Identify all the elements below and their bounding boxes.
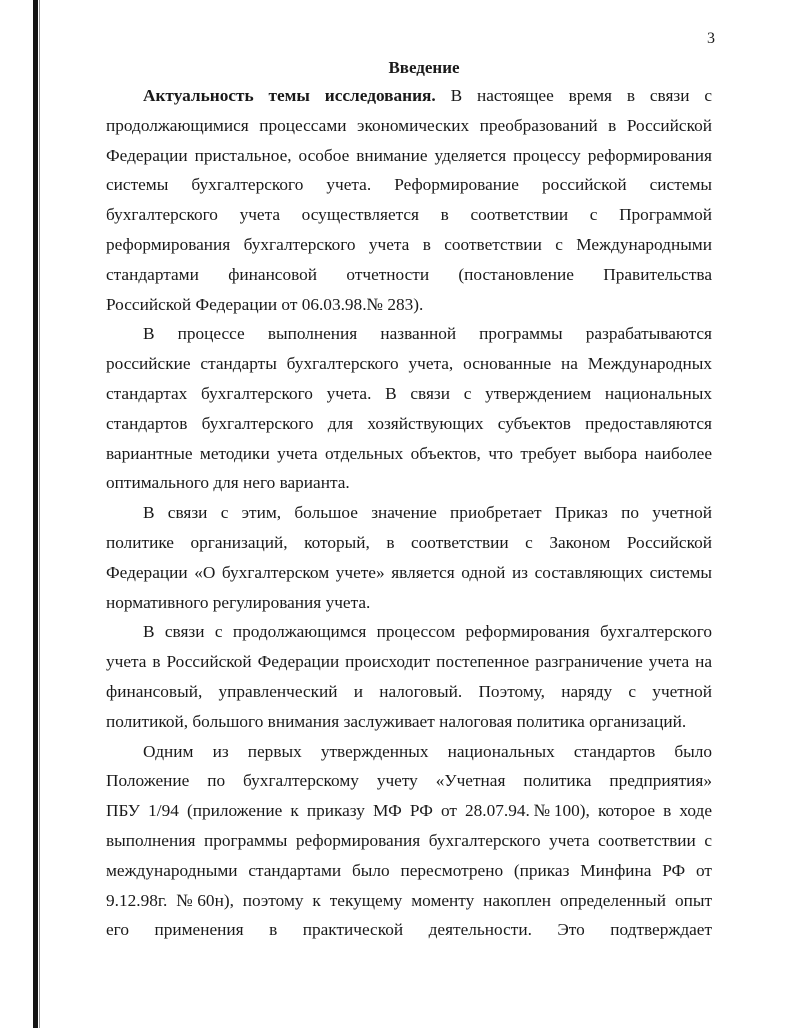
paragraph-accounting-policy: [106, 498, 712, 617]
text-line: Российской Федерации от 06.03.98.№ 283).: [106, 294, 424, 314]
scan-binding-edge-shadow: [39, 0, 40, 1028]
relevance-heading: Актуальность темы исследования.: [143, 86, 436, 105]
text-line: системы бухгалтерского учета. Реформирование российской системы: [106, 175, 712, 195]
text-line: бухгалтерского учета осуществляется в соответствии с Программой: [106, 205, 712, 225]
text-line: В процессе выполнения названной программы разрабатываются: [143, 324, 712, 344]
text-line: стандартов бухгалтерского для хозяйствующих субъектов предоставляются: [106, 413, 712, 433]
text-line: его применения в практической деятельности. Это подтверждает: [106, 920, 712, 940]
text-line: оптимального для него варианта.: [106, 473, 350, 493]
text-line: В связи с продолжающимся процессом реформирования бухгалтерского: [143, 622, 712, 642]
text-line: В связи с этим, большое значение приобретает Приказ по учетной: [143, 503, 712, 523]
text-line: Федерации «О бухгалтерском учете» является одной из составляющих системы: [106, 562, 712, 582]
paragraph-relevance: [106, 81, 712, 319]
text-line: стандартами финансовой отчетности (постановление Правительства: [106, 264, 712, 284]
text-line: продолжающимися процессами экономических преобразований в Российской: [106, 115, 712, 135]
scan-binding-edge: [33, 0, 38, 1028]
paragraph-tax-policy: [106, 617, 712, 736]
text-line: Одним из первых утвержденных национальных стандартов было: [143, 741, 712, 761]
text-line: 9.12.98г. №60н), поэтому к текущему моменту накоплен определенный опыт: [106, 890, 712, 910]
text-line: Положение по бухгалтерскому учету «Учетная политика предприятия»: [106, 771, 712, 791]
text-run: В настоящее время в связи с: [435, 86, 712, 105]
paragraph-standards: [106, 319, 712, 498]
text-line: политикой, большого внимания заслуживает налоговая политика организаций.: [106, 711, 687, 731]
page-title: Введение: [388, 58, 460, 77]
text-line: стандартах бухгалтерского учета. В связи с утверждением национальных: [106, 383, 712, 403]
text-line: Федерации пристальное, особое внимание уделяется процессу реформирования: [106, 145, 712, 165]
text-line: международными стандартами было пересмотрено (приказ Минфина РФ от: [106, 860, 712, 880]
text-line: нормативного регулирования учета.: [106, 592, 371, 612]
text-line: финансовый, управленческий и налоговый. Поэтому, наряду с учетной: [106, 681, 712, 701]
text-line: учета в Российской Федерации происходит постепенное разграничение учета на: [106, 652, 712, 672]
paragraph-pbu: [106, 737, 712, 946]
text-line: российские стандарты бухгалтерского учета, основанные на Международных: [106, 354, 712, 374]
text-line: вариантные методики учета отдельных объектов, что требует выбора наиболее: [106, 443, 712, 463]
text-line: [106, 81, 712, 111]
page-number: 3: [707, 30, 715, 47]
text-line: ПБУ 1/94 (приложение к приказу МФ РФ от 28.07.94.№100), которое в ходе: [106, 801, 712, 821]
text-line: политике организаций, который, в соответствии с Законом Российской: [106, 532, 712, 552]
text-line: реформирования бухгалтерского учета в соответствии с Международными: [106, 234, 712, 254]
body-text: [106, 81, 712, 945]
text-line: выполнения программы реформирования бухгалтерского учета соответствии с: [106, 830, 712, 850]
